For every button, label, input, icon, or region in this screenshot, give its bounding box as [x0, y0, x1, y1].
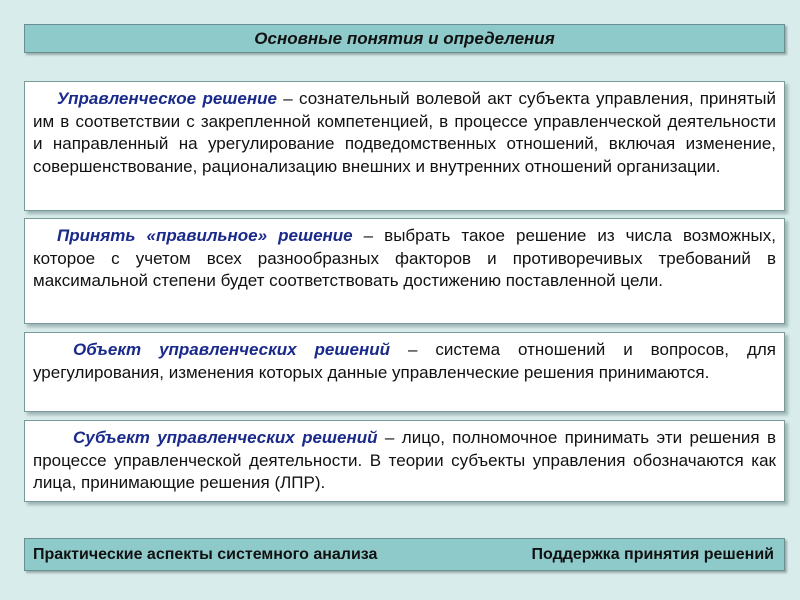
definition-term: Субъект управленческих решений — [73, 428, 378, 447]
definition-card-decision-subject — [24, 420, 785, 502]
header-bar — [24, 24, 785, 53]
definition-paragraph — [33, 88, 776, 178]
footer-nav-bar — [24, 538, 785, 571]
definition-text: – лицо, полномочное принимать эти решения в процессе управленческой деятельности. В теории субъекты управления обозначаются как лица, принимающие решения (ЛПР). — [33, 428, 776, 492]
definition-term: Управленческое решение — [57, 89, 277, 108]
definition-text: – система отношений и вопросов, для урегулирования, изменения которых данные управленческие решения принимаются. — [33, 340, 776, 382]
definition-paragraph — [33, 225, 776, 293]
definition-paragraph — [33, 427, 776, 495]
definition-text: – сознательный волевой акт субъекта управления, принятый им в соответствии с закрепленной компетенцией, в процессе управленческой деятельности и направленный на урегулирование подведомственных отношений, включая изменение, совершенствование, рационализацию внешних и внутренних отношений организации. — [33, 89, 776, 176]
definition-card-right-decision — [24, 218, 785, 324]
page-title: Основные понятия и определения — [254, 28, 555, 48]
definition-paragraph — [33, 339, 776, 384]
definition-card-decision-object — [24, 332, 785, 412]
nav-link-system-analysis[interactable]: Практические аспекты системного анализа — [33, 545, 378, 563]
definition-card-management-decision — [24, 81, 785, 211]
definition-text: – выбрать такое решение из числа возможных, которое с учетом всех разнообразных факторов и противоречивых требований в максимальной степени будет соответствовать достижению поставленной цели. — [33, 226, 776, 290]
nav-link-decision-support[interactable]: Поддержка принятия решений — [531, 545, 774, 563]
definition-term: Объект управленческих решений — [73, 340, 390, 359]
definition-term: Принять «правильное» решение — [57, 226, 353, 245]
